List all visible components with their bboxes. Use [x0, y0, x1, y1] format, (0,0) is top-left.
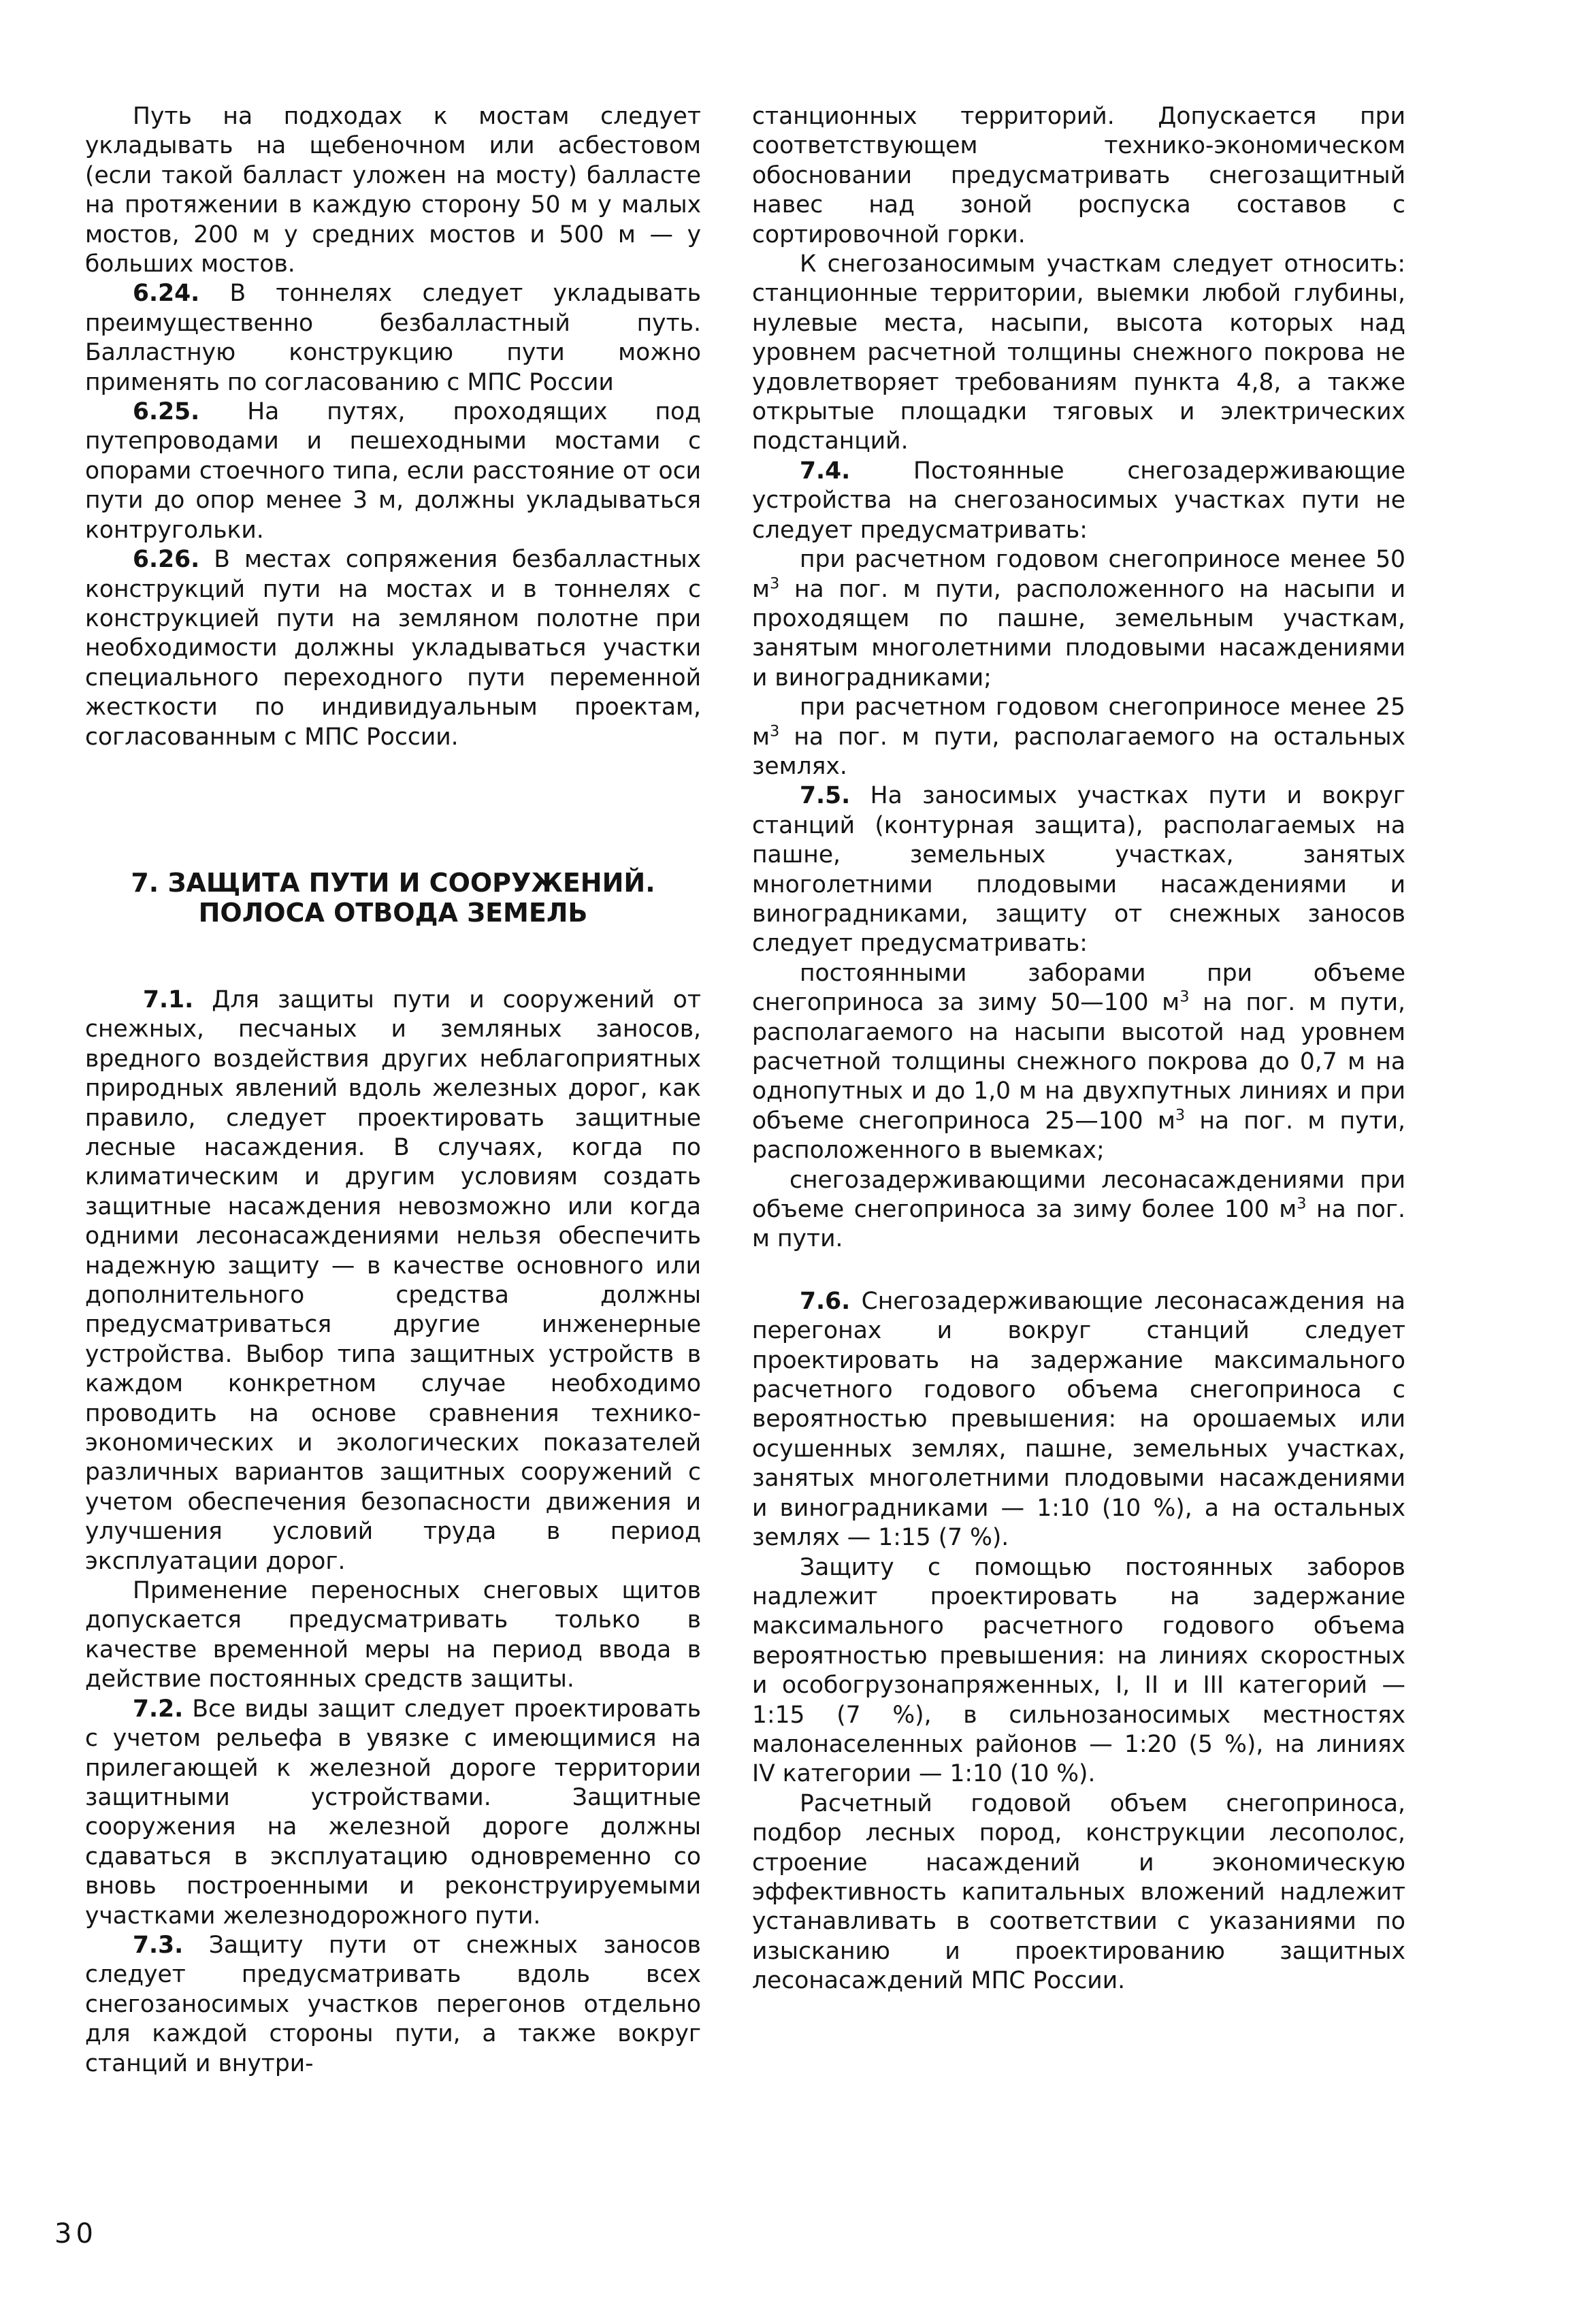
clause-number: 7.6. — [800, 1287, 851, 1315]
item-text: на пог. м пути. — [752, 1196, 1406, 1253]
clause-number: 6.26. — [133, 546, 200, 574]
clause-text: Защиту пути от снежных заносов следует предусматривать вдоль всех снегозаносимых участков перегонов отдельно для каждой стороны пути, а также вокруг станций и внутри- — [85, 1931, 702, 2077]
item-text: на пог. м пути, расположенного в выемках; — [752, 1107, 1405, 1165]
section-heading — [85, 868, 701, 928]
superscript: 3 — [770, 722, 780, 741]
paragraph-7-2 — [85, 1695, 701, 1931]
page-number: 30 — [54, 2218, 97, 2249]
paragraph-6-25 — [85, 397, 701, 545]
item-text: постоянными заборами при объеме снегоприноса за зиму 50—100 м — [752, 959, 1405, 1017]
paragraph-bridge-approaches: Путь на подходах к мостам следует укладывать на щебеночном или асбестовом (если такой балласт уложен на мосту) балласте на протяжении в каждую сторону 50 м у малых мостов, 200 м у средних мостов и 500 м — у больших мостов. — [85, 103, 701, 278]
clause-number: 7.2. — [133, 1695, 184, 1723]
clause-number: 7.1. — [143, 986, 194, 1013]
superscript: 3 — [1175, 1106, 1186, 1124]
item-text: на пог. м пути, располагаемого на насыпи высотой над уровнем расчетной толщины снежного покрова до 0,7 м на однопутных и до 1,0 м на двухпутных линиях и при объеме снегоприноса 25—100 м — [752, 989, 1405, 1135]
section-heading-line-2: ПОЛОСА ОТВОДА ЗЕМЕЛЬ — [198, 897, 588, 928]
clause-text: Для защиты пути и сооружений от снежных, песчаных и земляных заносов, вредного воздействия других неблагоприятных природных явлений вдоль железных дорог, как правило, следует проектировать защитные лесные насаждения. В случаях, когда по климатическим и другим условиям создать защитные насаждения невозможно или когда одними лесонасаждениями нельзя обеспечить надежную защиту — в качестве основного или дополнительного средства должны предусматриваться другие инженерные устройства. Выбор типа защитных устройств в каждом конкретном случае необходимо проводить на основе сравнения технико-экономических и экологических показателей различных вариантов защитных сооружений с учетом обеспечения безопасности движения и улучшения условий труда в период эксплуатации дорог. — [85, 986, 702, 1575]
paragraph-7-3 — [85, 1931, 701, 2079]
paragraph-7-6-fences: Защиту с помощью постоянных заборов надлежит проектировать на задержание максимального расчетного годового объема вероятностью превышения: на линиях скоростных и особогрузонапряженных, I, II и III категорий — 1:15 (7 %), в сильнозаносимых местностях малонаселенных районов — 1:20 (5 %), на линиях IV категории — 1:10 (10 %). — [752, 1553, 1405, 1788]
clause-text: Постоянные снегозадерживающие устройства на снегозаносимых участках пути не следует предусматривать: — [752, 457, 1405, 544]
clause-number: 7.4. — [800, 457, 851, 485]
superscript: 3 — [1297, 1195, 1307, 1213]
paragraph-7-5-item-b — [752, 1166, 1405, 1254]
paragraph-7-1-snow-shields: Применение переносных снеговых щитов допускается предусматривать только в качестве временной меры на период ввода в действие постоянных средств защиты. — [85, 1577, 701, 1693]
paragraph-7-1 — [85, 986, 701, 1576]
item-text: на пог. м пути, расположенного на насыпи и проходящем по пашне, земельным участкам, занятым многолетними плодовыми насаждениями и виноградниками; — [752, 575, 1405, 692]
superscript: 3 — [1179, 988, 1190, 1006]
clause-text: В тоннелях следует укладывать преимущественно безбалластный путь. Балластную конструкцию пути можно применять по согласованию с МПС России — [85, 280, 701, 396]
item-text: при расчетном годовом снегоприносе менее 50 м — [752, 546, 1405, 603]
superscript: 3 — [770, 574, 780, 592]
paragraph-snow-prone-areas: К снегозаносимым участкам следует относить: станционные территории, выемки любой глубины, нулевые места, насыпи, высота которых над уровнем расчетной толщины снежного покрова не удовлетворяет требованиям пункта 4,8, а также открытые площадки тяговых и электрических подстанций. — [752, 250, 1405, 455]
paragraph-continuation: станционных территорий. Допускается при соответствующем технико-экономическом обосновании предусматривать снегозащитный навес над зоной роспуска составов с сортировочной горки. — [752, 103, 1405, 248]
paragraph-7-4 — [752, 457, 1405, 545]
clause-text: Все виды защит следует проектировать с учетом рельефа в увязке с имеющимися на прилегающей к железной дороге территории защитными устройствами. Защитные сооружения на железной дороге должны сдаваться в эксплуатацию одновременно со вновь построенными и реконструируемыми участками железнодорожного пути. — [85, 1695, 701, 1930]
paragraph-7-6-calculation: Расчетный годовой объем снегоприноса, подбор лесных пород, конструкции лесополос, строение насаждений и экономическую эффективность капитальных вложений надлежит устанавливать в соответствии с указаниями по изысканию и проектированию защитных лесонасаждений МПС России. — [752, 1789, 1405, 1995]
paragraph-7-4-item-b — [752, 693, 1405, 781]
item-text: при расчетном годовом снегоприносе менее 25 м — [752, 694, 1405, 751]
clause-text: На путях, проходящих под путепроводами и пешеходными мостами с опорами стоечного типа, если расстояние от оси пути до опор менее 3 м, должны укладываться контругольки. — [85, 398, 701, 544]
clause-number: 7.5. — [800, 782, 851, 810]
left-column — [85, 102, 701, 2079]
item-text: на пог. м пути, располагаемого на остальных землях. — [752, 723, 1405, 780]
right-column — [752, 102, 1405, 1996]
paragraph-6-26 — [85, 545, 701, 752]
clause-number: 7.3. — [133, 1931, 184, 1959]
clause-text: В местах сопряжения безбалластных конструкций пути на мостах и в тоннелях с конструкцией пути на земляном полотне при необходимости должны укладываться участки специального переходного пути переменной жесткости по индивидуальным проектам, согласованным с МПС России. — [85, 546, 701, 751]
clause-text: На заносимых участках пути и вокруг станций (контурная защита), располагаемых на пашне, земельных участках, занятых многолетними плодовыми насаждениями и виноградниками, защиту от снежных заносов следует предусматривать: — [752, 782, 1405, 958]
paragraph-6-24 — [85, 279, 701, 397]
section-heading-line-1: 7. ЗАЩИТА ПУТИ И СООРУЖЕНИЙ. — [131, 867, 655, 898]
paragraph-7-6 — [752, 1287, 1405, 1553]
clause-number: 6.24. — [133, 280, 200, 308]
paragraph-7-5-item-a — [752, 959, 1405, 1166]
clause-text: Снегозадерживающие лесонасаждения на перегонах и вокруг станций следует проектировать на задержание максимального расчетного годового объема снегоприноса с вероятностью превышения: на орошаемых или осушенных землях, пашне, земельных участках, занятых многолетними плодовыми насаждениями и виноградниками — 1:10 (10 %), а на остальных землях — 1:15 (7 %). — [752, 1287, 1406, 1552]
paragraph-7-5 — [752, 781, 1405, 958]
clause-number: 6.25. — [133, 398, 200, 426]
paragraph-7-4-item-a — [752, 545, 1405, 693]
item-text: снегозадерживающими лесонасаждениями при объеме снегоприноса за зиму более 100 м — [752, 1166, 1405, 1224]
